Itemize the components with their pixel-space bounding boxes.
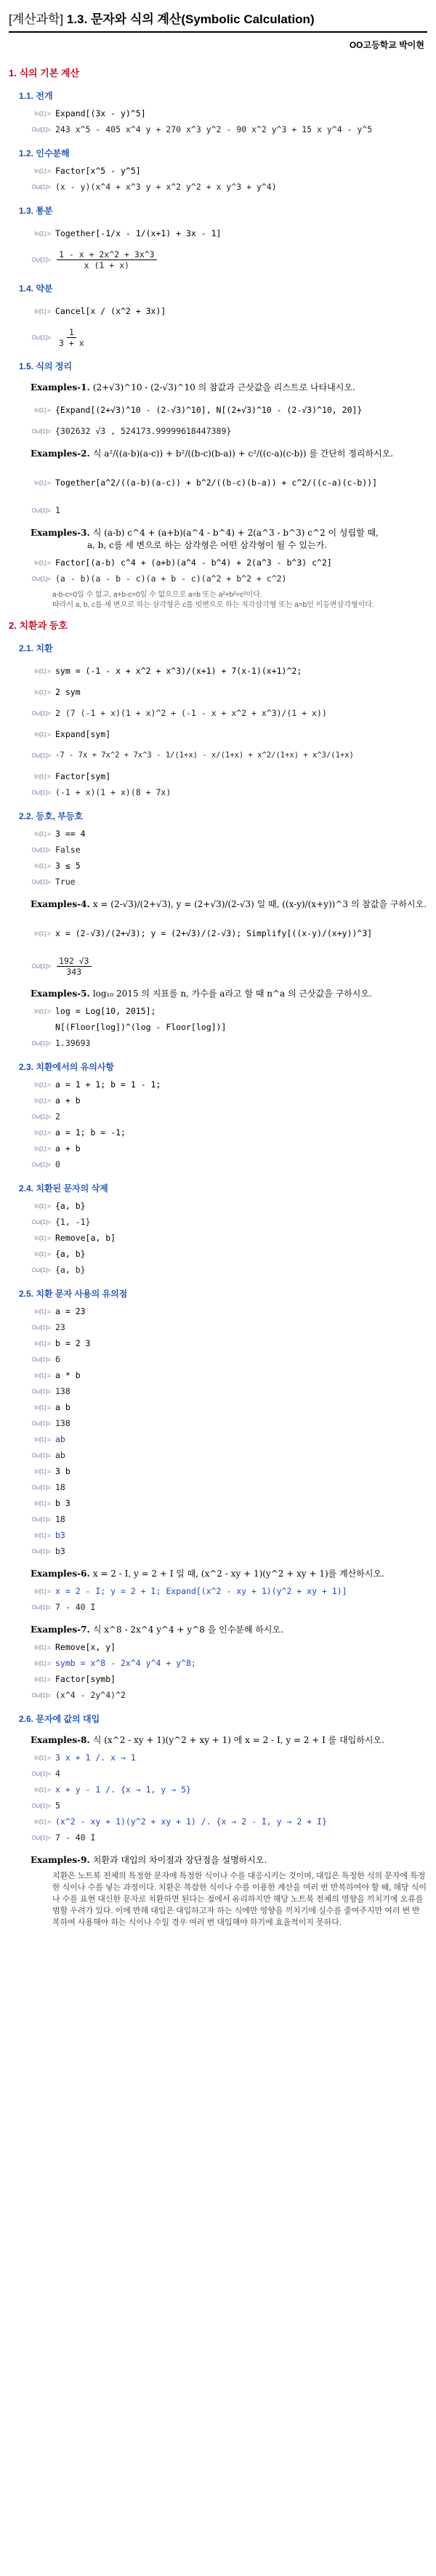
- cell-code: a + b: [55, 1143, 81, 1154]
- output-cell: [9, 180, 427, 194]
- cell-result: (-1 + x)(1 + x)(8 + 7x): [55, 787, 171, 797]
- input-cell[interactable]: [9, 1528, 427, 1542]
- out-label: Out[1]=: [31, 1802, 51, 1809]
- out-label: Out[1]=: [31, 1388, 51, 1395]
- output-cell: [9, 1688, 427, 1702]
- output-cell: [9, 785, 427, 800]
- cell-code: {a, b}: [55, 1201, 86, 1211]
- cell-result: {302632 √3 , 524173.99999618447389}: [55, 426, 232, 436]
- section-1-1-heading: 1.1. 전개: [19, 91, 53, 101]
- title-text: 1.3. 문자와 식의 계산(Symbolic Calculation): [66, 12, 315, 26]
- in-label: In[1]:=: [34, 730, 51, 738]
- fraction-result: [57, 327, 86, 348]
- cell-result: 1.39693: [55, 1038, 91, 1048]
- in-label: In[1]:=: [34, 1500, 51, 1507]
- example-6: [31, 1567, 427, 1579]
- cell-code: Factor[(a-b) c^4 + (a+b)(a^4 - b^4) + 2(a^3 - b^3) c^2]: [55, 558, 332, 568]
- section-1-heading: 1. 식의 기본 계산: [9, 68, 80, 79]
- in-label: In[1]:=: [34, 1818, 51, 1825]
- in-label: In[1]:=: [34, 930, 51, 937]
- cell-result: 18: [55, 1482, 65, 1492]
- input-cell[interactable]: [9, 1640, 427, 1654]
- input-cell[interactable]: [9, 826, 427, 841]
- out-label: Out[1]=: [31, 1218, 51, 1225]
- output-cell: [9, 701, 427, 725]
- input-cell[interactable]: [9, 1231, 427, 1245]
- input-cell[interactable]: [9, 1304, 427, 1319]
- output-cell: [9, 1352, 427, 1367]
- in-label: In[1]:=: [34, 1250, 51, 1257]
- cell-result: (a - b)(a - b - c)(a + b - c)(a^2 + b^2 + c^2): [55, 573, 287, 584]
- denominator: x (1 + x): [84, 259, 129, 270]
- input-cell[interactable]: [9, 1093, 427, 1108]
- in-label: In[1]:=: [34, 1587, 51, 1595]
- cell-code: (x^2 - xy + 1)(y^2 + xy + 1) /. {x → 2 - I, y → 2 + I}: [55, 1816, 327, 1827]
- out-label: Out[1]=: [31, 1356, 51, 1363]
- cell-result: 18: [55, 1514, 65, 1524]
- out-label: Out[1]=: [31, 256, 51, 263]
- output-cell: [9, 503, 427, 518]
- cell-code: a = 23: [55, 1306, 86, 1316]
- output-cell: [9, 1215, 427, 1229]
- cell-result: {a, b}: [55, 1265, 86, 1275]
- in-label: In[1]:=: [34, 1643, 51, 1651]
- example-text: log₁₀ 2015 의 지표를 n, 가수를 a라고 할 때 n^a 의 근삿값을 구하시오.: [92, 989, 372, 999]
- cell-code: Expand[(3x - y)^5]: [55, 108, 146, 118]
- in-label: In[1]:=: [34, 1531, 51, 1539]
- output-cell: [9, 247, 427, 272]
- in-label: In[1]:=: [34, 1372, 51, 1379]
- section-1-4-heading: 1.4. 약분: [19, 283, 53, 294]
- section-2-3-heading: 2.3. 치환에서의 유의사항: [19, 1062, 115, 1072]
- cell-code: 3 b: [55, 1466, 70, 1476]
- in-label: In[1]:=: [34, 688, 51, 696]
- out-label: Out[1]=: [31, 1324, 51, 1331]
- in-label: In[1]:=: [34, 167, 51, 174]
- example-4: [31, 898, 427, 910]
- cell-code: {Expand[(2+√3)^10 - (2-√3)^10], N[(2+√3)^10 - (2-√3)^10, 20]}: [55, 405, 363, 415]
- output-cell: [9, 1416, 427, 1430]
- input-cell[interactable]: [9, 1496, 427, 1510]
- cell-code: a * b: [55, 1370, 81, 1380]
- out-label: Out[1]=: [31, 1113, 51, 1120]
- in-label: In[1]:=: [34, 1129, 51, 1136]
- output-cell: [9, 874, 427, 889]
- input-cell[interactable]: [9, 555, 427, 570]
- cell-code: N[(Floor[log])^(log - Floor[log])]: [55, 1022, 227, 1032]
- example-label: Examples-5.: [31, 989, 90, 999]
- example-text: 식 a²/((a-b)(a-c)) + b²/((b-c)(b-a)) + c²/((c-a)(c-b)) 를 간단히 정리하시오.: [92, 448, 394, 459]
- in-label: In[1]:=: [34, 1436, 51, 1443]
- input-cell[interactable]: [9, 685, 427, 699]
- cell-code: 2 sym: [55, 687, 81, 697]
- title-prefix: [계산과학]: [9, 12, 64, 26]
- note-line-1: a-b-c=0일 수 없고, a+b-c=0일 수 없으므로 a=b 또는 a²+b²=c²이다.: [52, 591, 262, 599]
- input-cell[interactable]: [9, 1400, 427, 1414]
- input-cell[interactable]: [9, 1750, 427, 1765]
- input-cell[interactable]: [9, 1247, 427, 1261]
- example-text-2: a, b, c를 세 변으로 하는 삼각형은 어떤 삼각형이 될 수 있는가.: [87, 540, 327, 550]
- cell-result: True: [55, 877, 76, 887]
- out-label: Out[1]=: [31, 507, 51, 514]
- output-cell: [9, 1109, 427, 1124]
- cell-code: a + b: [55, 1095, 81, 1106]
- cell-result: {1, -1}: [55, 1217, 91, 1227]
- cell-code: ab: [55, 1434, 65, 1444]
- in-label: In[1]:=: [34, 110, 51, 117]
- section-2-1-heading: 2.1. 치환: [19, 643, 53, 653]
- output-cell: [9, 1448, 427, 1462]
- in-label: In[1]:=: [34, 1097, 51, 1104]
- input-cell[interactable]: [9, 1814, 427, 1829]
- output-cell: [9, 743, 427, 768]
- out-label: Out[1]=: [31, 1161, 51, 1168]
- output-cell: [9, 1830, 427, 1845]
- input-cell[interactable]: [9, 769, 427, 784]
- example-9-answer: 치환은 노트북 전체의 특정한 문자에 특정한 식이나 수를 대응시키는 것이며, 대입은 특정한 식의 문자에 특정한 식이나 수를 넣는 과정이다. 치환은 복잡한 식이나 수를 이용한 계산을 여러 번 반복하여야 할 때, 해당 식이나 수를 표현 대신한 문자로 치환하면 된다는 점에서 유리하지만 해당 노트북 전체의 영향을 끼치기에 오류를 범할 우려가 있다. 이에 반해 대입은 대입하고자 하는 식에만 영향을 끼치기에 실수를 줄여주지만 여러 번 반복하여 사용해야 하는 식이나 수일 경우 여러 번 대입해야 하기에 효율적이지 못하다.: [52, 1872, 427, 1927]
- denominator: 3 + x: [59, 337, 84, 348]
- cell-code: x = 2 - I; y = 2 + I; Expand[(x^2 - xy + 1)(y^2 + xy + 1)]: [55, 1586, 347, 1596]
- numerator: 192 √3: [57, 956, 92, 967]
- out-label: Out[1]=: [31, 752, 51, 759]
- out-label: Out[1]=: [31, 1039, 51, 1047]
- output-cell: [9, 1480, 427, 1494]
- cell-result: b3: [55, 1546, 65, 1556]
- out-label: Out[1]=: [31, 709, 51, 717]
- fraction-result: [57, 249, 157, 270]
- input-cell[interactable]: [9, 1125, 427, 1140]
- example-text: x = (2-√3)/(2+√3), y = (2+√3)/(2-√3) 일 때, ((x-y)/(x+y))^3 의 참값을 구하시오.: [92, 899, 427, 909]
- notebook-title: [9, 4, 427, 33]
- in-label: In[1]:=: [34, 559, 51, 566]
- out-label: Out[1]=: [31, 1266, 51, 1273]
- in-label: In[1]:=: [34, 1308, 51, 1315]
- output-cell: [9, 1600, 427, 1614]
- out-label: Out[1]=: [31, 1420, 51, 1427]
- example-1: [31, 381, 427, 393]
- cell-code: 3 ≤ 5: [55, 861, 81, 871]
- example-text: 식 (x^2 - xy + 1)(y^2 + xy + 1) 에 x = 2 - I, y = 2 + I 를 대입하시오.: [92, 1735, 384, 1745]
- cell-code: a b: [55, 1402, 70, 1412]
- cell-code: b3: [55, 1530, 65, 1540]
- output-cell: [9, 122, 427, 137]
- input-cell[interactable]: [9, 464, 427, 502]
- cell-result: -7 - 7x + 7x^2 + 7x^3 - 1/(1+x) - x/(1+x) + x^2/(1+x) + x^3/(1+x): [55, 751, 354, 760]
- output-cell: [9, 1766, 427, 1781]
- cell-code: Factor[sym]: [55, 771, 111, 781]
- in-label: In[1]:=: [34, 230, 51, 237]
- cell-code: a = 1 + 1; b = 1 - 1;: [55, 1079, 161, 1090]
- cell-result: (x - y)(x^4 + x^3 y + x^2 y^2 + x y^3 + y^4): [55, 182, 277, 192]
- input-cell[interactable]: [9, 1020, 427, 1034]
- out-label: Out[1]=: [31, 575, 51, 582]
- example-text: 식 x^8 - 2x^4 y^4 + y^8 을 인수분해 하시오.: [92, 1625, 283, 1635]
- cell-result: 2: [55, 1111, 60, 1122]
- cell-code: b = 2 3: [55, 1338, 91, 1348]
- input-cell[interactable]: [9, 1077, 427, 1092]
- input-cell[interactable]: [9, 1141, 427, 1156]
- out-label: Out[1]=: [31, 789, 51, 796]
- cell-result: 0: [55, 1159, 60, 1170]
- section-2-6-heading: 2.6. 문자에 값의 대입: [19, 1714, 100, 1724]
- input-cell[interactable]: [9, 1672, 427, 1686]
- example-3: [31, 526, 427, 551]
- cell-code: sym = (-1 - x + x^2 + x^3)/(x+1) + 7(x-1)(x+1)^2;: [55, 666, 302, 676]
- output-cell: [9, 325, 427, 350]
- input-cell[interactable]: [9, 1432, 427, 1446]
- cell-code: Factor[symb]: [55, 1674, 116, 1684]
- in-label: In[1]:=: [34, 862, 51, 869]
- cell-result: 7 - 40 I: [55, 1832, 96, 1843]
- cell-result: 2 (7 (-1 + x)(1 + x)^2 + (-1 - x + x^2 + x^3)/(1 + x)): [55, 708, 327, 718]
- cell-code: Factor[x^5 - y^5]: [55, 166, 141, 176]
- out-label: Out[1]=: [31, 1547, 51, 1555]
- out-label: Out[1]=: [31, 126, 51, 133]
- out-label: Out[1]=: [31, 183, 51, 190]
- cell-code: Together[a^2/((a-b)(a-c)) + b^2/((b-c)(b-a)) + c^2/((c-a)(c-b))]: [55, 478, 378, 488]
- cell-result: 5: [55, 1800, 60, 1811]
- input-cell[interactable]: [9, 914, 427, 952]
- note-line-2: 따라서 a, b, c를 세 변으로 하는 삼각형은 c를 빗변으로 하는 직각삼각형 또는 a=b인 이등변삼각형이다.: [52, 601, 374, 609]
- cell-result: False: [55, 845, 81, 855]
- input-cell[interactable]: [9, 659, 427, 683]
- cell-result: 138: [55, 1386, 70, 1396]
- output-cell: [9, 1798, 427, 1813]
- cell-code: a = 1; b = -1;: [55, 1127, 126, 1138]
- out-label: Out[1]=: [31, 1452, 51, 1459]
- example-text: 식 (a-b) c^4 + (a+b)(a^4 - b^4) + 2(a^3 - b^3) c^2 이 성립할 때,: [92, 528, 379, 538]
- out-label: Out[1]=: [31, 1603, 51, 1611]
- section-2-heading: 2. 치환과 등호: [9, 620, 68, 631]
- cell-code: Cancel[x / (x^2 + 3x)]: [55, 306, 166, 316]
- in-label: In[1]:=: [34, 1202, 51, 1209]
- example-label: Examples-6.: [31, 1569, 90, 1579]
- cell-result: ab: [55, 1450, 65, 1460]
- section-2-2-heading: 2.2. 등호, 부등호: [19, 811, 83, 821]
- in-label: In[1]:=: [34, 1786, 51, 1793]
- out-label: Out[1]=: [31, 878, 51, 885]
- example-label: Examples-1.: [31, 382, 90, 393]
- output-cell: [9, 1320, 427, 1335]
- in-label: In[1]:=: [34, 1007, 51, 1015]
- input-cell[interactable]: [9, 1004, 427, 1018]
- example-3-note: [52, 590, 427, 611]
- out-label: Out[1]=: [31, 1770, 51, 1777]
- in-label: In[1]:=: [34, 667, 51, 675]
- in-label: In[1]:=: [34, 1754, 51, 1761]
- output-cell: [9, 842, 427, 857]
- cell-code: Together[-1/x - 1/(x+1) + 3x - 1]: [55, 228, 222, 238]
- cell-code: 3 == 4: [55, 829, 86, 839]
- example-label: Examples-9.: [31, 1855, 90, 1865]
- cell-code: Expand[sym]: [55, 729, 111, 739]
- out-label: Out[1]=: [31, 846, 51, 853]
- example-label: Examples-4.: [31, 899, 90, 909]
- input-cell[interactable]: [9, 1336, 427, 1351]
- in-label: In[1]:=: [34, 1675, 51, 1683]
- in-label: In[1]:=: [34, 1659, 51, 1667]
- input-cell[interactable]: [9, 398, 427, 422]
- output-cell: [9, 1263, 427, 1277]
- in-label: In[1]:=: [34, 307, 51, 315]
- output-cell: [9, 1544, 427, 1558]
- in-label: In[1]:=: [34, 1234, 51, 1241]
- cell-result: 243 x^5 - 405 x^4 y + 270 x^3 y^2 - 90 x^2 y^3 + 15 x y^4 - y^5: [55, 124, 373, 134]
- in-label: In[1]:=: [34, 406, 51, 414]
- section-1-5-heading: 1.5. 식의 정리: [19, 361, 73, 371]
- example-label: Examples-7.: [31, 1625, 90, 1635]
- example-text: (2+√3)^10 - (2-√3)^10 의 참값과 근삿값을 리스트로 나타내시오.: [92, 382, 355, 393]
- example-label: Examples-3.: [31, 528, 90, 538]
- example-label: Examples-2.: [31, 448, 90, 459]
- cell-code: {a, b}: [55, 1249, 86, 1259]
- example-7: [31, 1623, 427, 1635]
- example-8: [31, 1734, 427, 1746]
- cell-result: 6: [55, 1354, 60, 1364]
- out-label: Out[1]=: [31, 962, 51, 970]
- cell-result: 138: [55, 1418, 70, 1428]
- in-label: In[1]:=: [34, 1404, 51, 1411]
- denominator: 343: [66, 966, 82, 977]
- output-cell: [9, 1384, 427, 1398]
- input-cell[interactable]: [9, 727, 427, 741]
- in-label: In[1]:=: [34, 1340, 51, 1347]
- cell-code: x = (2-√3)/(2+√3); y = (2+√3)/(2-√3); Simplify[((x-y)/(x+y))^3]: [55, 928, 373, 938]
- cell-code: symb = x^8 - 2x^4 y^4 + y^8;: [55, 1658, 196, 1668]
- section-1-2-heading: 1.2. 인수분해: [19, 148, 70, 158]
- cell-code: Remove[a, b]: [55, 1233, 116, 1243]
- output-cell: [9, 954, 427, 978]
- input-cell[interactable]: [9, 1584, 427, 1598]
- output-cell: [9, 1512, 427, 1526]
- example-text: x = 2 - I, y = 2 + I 일 때, (x^2 - xy + 1)(y^2 + xy + 1)를 계산하시오.: [92, 1569, 384, 1579]
- example-5: [31, 987, 427, 999]
- in-label: In[1]:=: [34, 1081, 51, 1088]
- out-label: Out[1]=: [31, 1484, 51, 1491]
- numerator: 1: [67, 327, 76, 338]
- output-cell: [9, 1036, 427, 1050]
- input-cell[interactable]: [9, 106, 427, 121]
- section-2-5-heading: 2.5. 치환 문자 사용의 유의점: [19, 1289, 128, 1299]
- input-cell[interactable]: [9, 1368, 427, 1382]
- example-2: [31, 447, 427, 459]
- section-2-4-heading: 2.4. 치환된 문자의 삭제: [19, 1183, 108, 1194]
- out-label: Out[1]=: [31, 1691, 51, 1699]
- in-label: In[1]:=: [34, 1468, 51, 1475]
- in-label: In[1]:=: [34, 479, 51, 486]
- output-cell: [9, 424, 427, 438]
- author-line: OO고등학교 박이현: [349, 40, 424, 50]
- in-label: In[1]:=: [34, 1145, 51, 1152]
- cell-code: x + y - 1 /. {x → 1, y → 5}: [55, 1784, 191, 1795]
- cell-result: 4: [55, 1768, 60, 1779]
- input-cell[interactable]: [9, 164, 427, 178]
- cell-code: Remove[x, y]: [55, 1642, 116, 1652]
- input-cell[interactable]: [9, 1782, 427, 1797]
- in-label: In[1]:=: [34, 773, 51, 780]
- out-label: Out[1]=: [31, 1834, 51, 1841]
- cell-result: 7 - 40 I: [55, 1602, 96, 1612]
- cell-result: 1: [55, 505, 60, 515]
- in-label: In[1]:=: [34, 830, 51, 837]
- input-cell[interactable]: [9, 299, 427, 323]
- input-cell[interactable]: [9, 1199, 427, 1213]
- out-label: Out[1]=: [31, 334, 51, 341]
- section-1-3-heading: 1.3. 통분: [19, 206, 53, 216]
- cell-code: log = Log[10, 2015];: [55, 1006, 156, 1016]
- numerator: 1 - x + 2x^2 + 3x^3: [57, 249, 157, 260]
- out-label: Out[1]=: [31, 1516, 51, 1523]
- input-cell[interactable]: [9, 1464, 427, 1478]
- example-text: 치환과 대입의 차이점과 장단점을 설명하시오.: [92, 1855, 267, 1865]
- output-cell: [9, 571, 427, 586]
- cell-result: (x^4 - 2y^4)^2: [55, 1690, 126, 1700]
- input-cell[interactable]: [9, 858, 427, 873]
- cell-result: 23: [55, 1322, 65, 1332]
- fraction-result: [57, 956, 92, 977]
- input-cell[interactable]: [9, 221, 427, 246]
- input-cell[interactable]: [9, 1656, 427, 1670]
- cell-code: b 3: [55, 1498, 70, 1508]
- output-cell: [9, 1157, 427, 1172]
- example-9: [31, 1853, 427, 1866]
- out-label: Out[1]=: [31, 427, 51, 435]
- cell-code: 3 x + 1 /. x → 1: [55, 1752, 136, 1763]
- example-label: Examples-8.: [31, 1735, 90, 1745]
